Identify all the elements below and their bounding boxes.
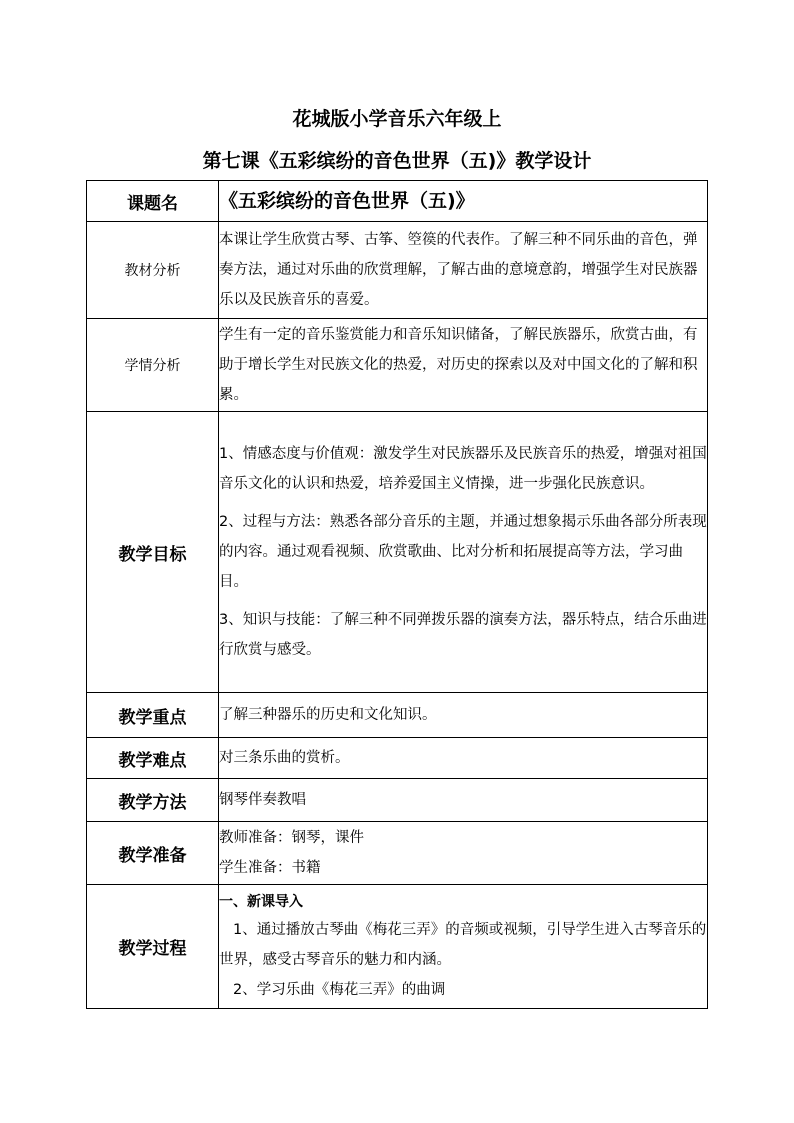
lesson-title: 第七课《五彩缤纷的音色世界（五)》教学设计 xyxy=(202,150,592,172)
row-goals xyxy=(87,412,708,693)
goal-item: 2、过程与方法：熟悉各部分音乐的主题，并通过想象揭示乐曲各部分所表现的内容。通过观看视频、欣赏歌曲、比对分析和拓展提高等方法，学习曲目。 xyxy=(219,514,707,590)
value-students: 学生有一定的音乐鉴赏能力和音乐知识储备，了解民族器乐，欣赏古曲，有助于增长学生对民族文化的热爱，对历史的探索以及对中国文化的了解和积累。 xyxy=(219,319,708,412)
row-process xyxy=(87,885,708,1009)
goal-item: 3、知识与技能：了解三种不同弹拨乐器的演奏方法，器乐特点，结合乐曲进行欣赏与感受。 xyxy=(219,612,707,658)
prep-student: 学生准备：书籍 xyxy=(219,860,321,876)
label-goals: 教学目标 xyxy=(87,412,219,693)
value-key: 了解三种器乐的历史和文化知识。 xyxy=(219,693,708,738)
row-difficulty xyxy=(87,738,708,779)
process-step: 1、通过播放古琴曲《梅花三弄》的音频或视频，引导学生进入古琴音乐的世界，感受古琴音乐的魅力和内涵。 xyxy=(219,921,707,968)
label-process: 教学过程 xyxy=(87,885,219,1009)
value-difficulty: 对三条乐曲的赏析。 xyxy=(219,738,708,779)
value-topic: 《五彩缤纷的音色世界（五)》 xyxy=(219,181,708,222)
label-prep: 教学准备 xyxy=(87,822,219,885)
label-students: 学情分析 xyxy=(87,319,219,412)
goal-item: 1、情感态度与价值观：激发学生对民族器乐及民族音乐的热爱，增强对祖国音乐文化的认识和热爱，培养爱国主义情操，进一步强化民族意识。 xyxy=(219,446,707,492)
prep-teacher: 教师准备：钢琴，课件 xyxy=(219,830,364,846)
value-method: 钢琴伴奏教唱 xyxy=(219,779,708,822)
value-material: 本课让学生欣赏古琴、古筝、箜篌的代表作。了解三种不同乐曲的音色，弹奏方法，通过对乐曲的欣赏理解，了解古曲的意境意韵，增强学生对民族器乐以及民族音乐的喜爱。 xyxy=(219,222,708,319)
document-title: 花城版小学音乐六年级上 xyxy=(292,108,502,130)
value-process xyxy=(219,885,708,1009)
process-step: 2、学习乐曲《梅花三弄》的曲调 xyxy=(233,981,446,998)
value-goals xyxy=(219,412,708,693)
value-prep xyxy=(219,822,708,885)
lesson-plan-table xyxy=(86,180,708,1009)
process-section-heading: 一、新课导入 xyxy=(219,893,303,910)
label-difficulty: 教学难点 xyxy=(87,738,219,779)
label-method: 教学方法 xyxy=(87,779,219,822)
row-method xyxy=(87,779,708,822)
row-key xyxy=(87,693,708,738)
row-students xyxy=(87,319,708,412)
label-material: 教材分析 xyxy=(87,222,219,319)
row-topic xyxy=(87,181,708,222)
label-topic: 课题名 xyxy=(87,181,219,222)
row-material xyxy=(87,222,708,319)
row-prep xyxy=(87,822,708,885)
label-key: 教学重点 xyxy=(87,693,219,738)
